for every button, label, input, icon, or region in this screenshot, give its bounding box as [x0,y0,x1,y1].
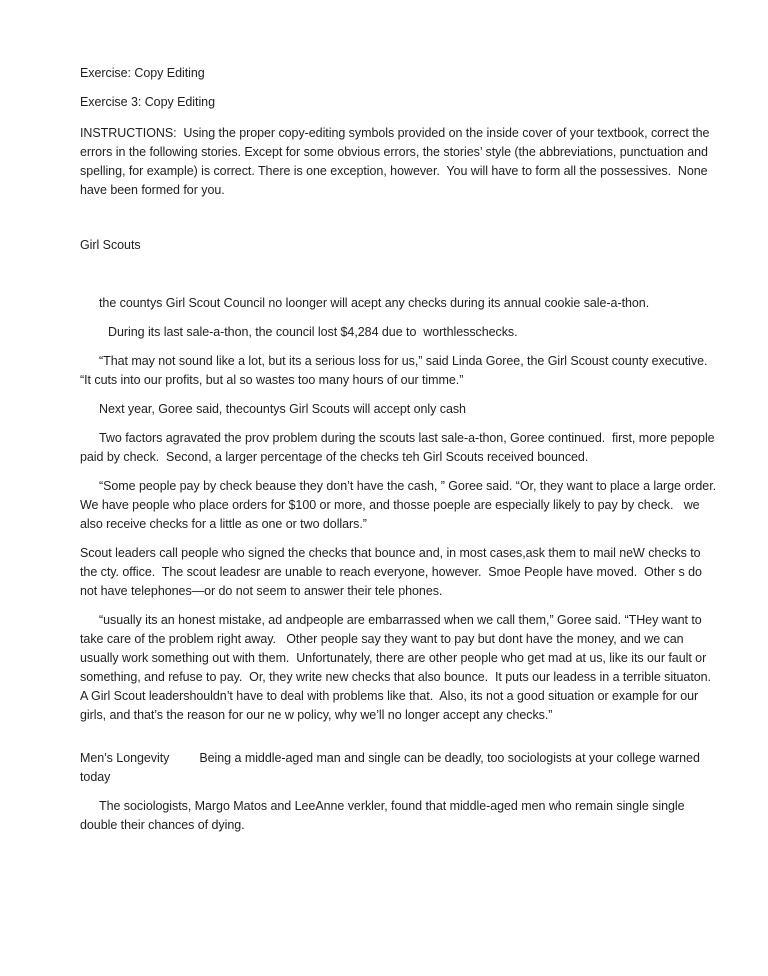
story2-lead-text: Being a middle-aged man and single can be deadly, too sociologists at your college warned today [80,751,704,784]
story1-paragraph-2: During its last sale-a-thon, the council lost $4,284 due to worthlesschecks. [108,325,518,339]
exercise-heading-1: Exercise: Copy Editing [80,66,205,80]
story1-paragraph-1: the countys Girl Scout Council no loonger will acept any checks during its annual cookie sale-a-thon. [99,296,650,310]
story1-paragraph-7: Scout leaders call people who signed the checks that bounce and, in most cases,ask them to mail neW checks to the cty. office. The scout leadesr are unable to reach everyone, however. Smoe People have moved. Other s do not have telephones—or do not seem to answer their tele phones. [80,546,706,598]
story2-slug: Men’s Longevity [80,751,170,765]
story1-paragraph-5: Two factors agravated the prov problem during the scouts last sale-a-thon, Goree continued. first, more pepople paid by check. Second, a larger percentage of the checks teh Girl Scouts received bounced. [80,431,719,464]
story1-paragraph-8: “usually its an honest mistake, ad andpeople are embarrassed when we call them,” Goree said. “THey want to take care of the problem right away. Other people say they want to pay but dont have the money, and we can usually work something out with them. Unfortunately, there are other people who get mad at us, like its our fault or something, and refuse to pay. Or, they write new checks that also bounce. It puts our leadess in a terrible situaton. A Girl Scout leadershouldn’t have to deal with problems like that. Also, its not a good situation or example for our girls, and that’s the reason for our ne w policy, why we’ll no longer accept any checks.” [80,613,718,722]
story1-paragraph-6: “Some people pay by check beause they don’t have the cash, ” Goree said. “Or, they want to place a large order. We have people who place orders for $100 or more, and thosse poeple are especially likely to pay by check. we also receive checks for a little as one or two dollars.” [80,479,723,531]
story1-paragraph-4: Next year, Goree said, thecountys Girl Scouts will accept only cash [99,402,466,416]
exercise-heading-2: Exercise 3: Copy Editing [80,95,215,109]
story2-lead-paragraph [80,749,720,787]
story2-paragraph-1: The sociologists, Margo Matos and LeeAnne verkler, found that middle-aged men who remain single single double their chances of dying. [80,799,688,832]
instructions-paragraph: INSTRUCTIONS: Using the proper copy-editing symbols provided on the inside cover of your textbook, correct the errors in the following stories. Except for some obvious errors, the stories’ style (the abbreviations, punctuation and spelling, for example) is correct. There is one exception, however. You will have to form all the possessives. None have been formed for you. [80,126,713,197]
story1-slug: Girl Scouts [80,238,141,252]
story1-paragraph-3: “That may not sound like a lot, but its a serious loss for us,” said Linda Goree, the Girl Scoust county executive. “It cuts into our profits, but al so wastes too many hours of our timme.” [80,354,711,387]
